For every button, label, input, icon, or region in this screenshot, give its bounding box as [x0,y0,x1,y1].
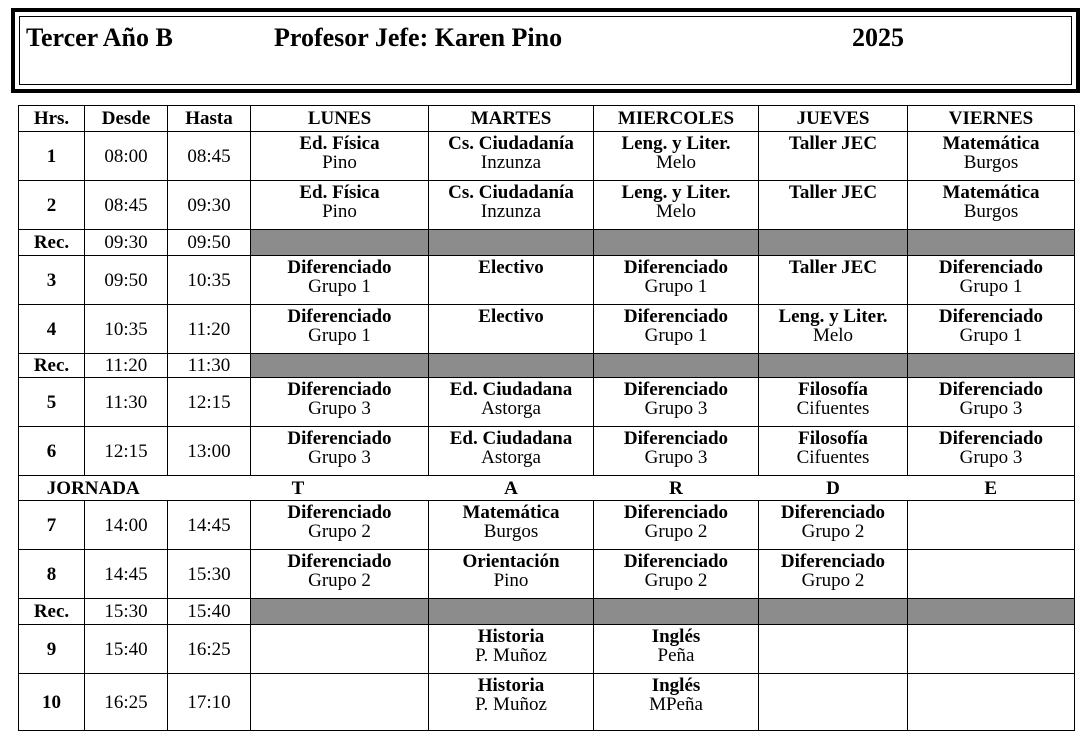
teacher-name: MPeña [649,694,703,715]
start-time: 09:30 [85,230,168,256]
class-cell [594,181,759,230]
hour-number: 1 [19,132,85,181]
class-cell [759,305,908,354]
hour-number: 5 [19,378,85,427]
column-header: Hasta [168,106,251,132]
subject-name: Ed. Ciudadana [449,379,573,400]
class-cell [908,625,1075,674]
subject-name: Diferenciado [623,306,729,327]
start-time: 14:00 [85,501,168,550]
teacher-name: Burgos [963,152,1019,173]
end-time: 09:30 [168,181,251,230]
teacher-name: Grupo 3 [959,447,1023,468]
teacher-name: Inzunza [480,152,542,173]
class-cell [251,132,429,181]
teacher-name: Grupo 1 [308,325,371,346]
end-time: 17:10 [168,674,251,731]
teacher-name: P. Muñoz [475,645,547,666]
end-time: 10:35 [168,256,251,305]
hour-number: Rec. [19,599,85,625]
end-time: 15:40 [168,599,251,625]
teacher-name: Pino [322,152,357,173]
teacher-name: Peña [657,645,695,666]
table-row [19,181,1075,230]
table-row [19,501,1075,550]
subject-name: Taller JEC [788,257,878,278]
teacher-name: Grupo 3 [308,447,371,468]
class-cell [251,550,429,599]
start-time: 09:50 [85,256,168,305]
table-row [19,305,1075,354]
class-cell [429,550,594,599]
hour-number: 7 [19,501,85,550]
subject-name: Diferenciado [623,551,729,572]
teacher-name: Grupo 2 [801,521,865,542]
subject-name: Diferenciado [780,502,886,523]
class-cell [594,625,759,674]
class-cell [594,378,759,427]
teacher-name: Grupo 3 [644,447,708,468]
subject-name: Diferenciado [780,551,886,572]
teacher-name: Grupo 1 [959,276,1023,297]
class-cell [759,132,908,181]
subject-name: Cs. Ciudadanía [448,182,574,203]
recess-cell [759,599,908,625]
teacher-name: Grupo 2 [644,570,708,591]
subject-name: Diferenciado [938,428,1044,449]
teacher-name: Melo [812,325,854,346]
subject-name: Filosofía [798,379,868,400]
start-time: 10:35 [85,305,168,354]
class-cell [759,181,908,230]
teacher-name: Burgos [963,201,1019,222]
table-row [19,625,1075,674]
subject-name: Diferenciado [287,379,392,400]
recess-cell [429,599,594,625]
subject-name: Electivo [478,306,544,327]
subject-name: Electivo [478,257,544,278]
recess-cell [908,354,1075,378]
teacher-name: Grupo 2 [644,521,708,542]
hour-number: 6 [19,427,85,476]
start-time: 15:30 [85,599,168,625]
column-header: MIERCOLES [594,106,759,132]
class-cell [759,550,908,599]
recess-cell [251,230,429,256]
tarde-letter: R [594,476,759,501]
end-time: 11:30 [168,354,251,378]
recess-row [19,354,1075,378]
recess-cell [429,354,594,378]
hour-number: 4 [19,305,85,354]
class-cell [251,501,429,550]
course-title: Tercer Año B [26,23,173,52]
class-cell [429,625,594,674]
column-header: Desde [85,106,168,132]
subject-name: Orientación [462,551,560,572]
table-row [19,427,1075,476]
class-cell [908,305,1075,354]
subject-name: Diferenciado [287,551,392,572]
class-cell [594,674,759,731]
start-time: 08:00 [85,132,168,181]
teacher-name: Cifuentes [796,447,870,468]
header-inner-frame [19,16,1072,85]
column-header: Hrs. [19,106,85,132]
end-time: 09:50 [168,230,251,256]
recess-cell [594,354,759,378]
teacher-name: Inzunza [480,201,542,222]
subject-name: Diferenciado [287,306,392,327]
hour-number: 3 [19,256,85,305]
subject-name: Diferenciado [938,306,1044,327]
teacher-name: P. Muñoz [475,694,547,715]
hour-number: Rec. [19,230,85,256]
class-cell [251,674,429,731]
class-cell [908,378,1075,427]
teacher-name: Melo [655,201,697,222]
header-box [11,8,1080,93]
class-cell [251,427,429,476]
end-time: 13:00 [168,427,251,476]
subject-name: Ed. Física [299,182,380,203]
header-row [19,106,1075,132]
recess-cell [251,354,429,378]
class-cell [759,501,908,550]
hour-number: 2 [19,181,85,230]
class-cell [429,378,594,427]
class-cell [594,550,759,599]
subject-name: Diferenciado [623,428,729,449]
subject-name: Diferenciado [938,257,1044,278]
class-cell [251,305,429,354]
class-cell [429,674,594,731]
teacher-name: Grupo 2 [308,521,371,542]
teacher-name: Grupo 3 [644,398,708,419]
class-cell [908,550,1075,599]
hour-number: Rec. [19,354,85,378]
subject-name: Inglés [651,626,701,647]
class-cell [908,501,1075,550]
school-year: 2025 [852,23,904,52]
start-time: 15:40 [85,625,168,674]
subject-name: Taller JEC [788,182,878,203]
jornada-tarde-row [19,476,1075,501]
subject-name: Diferenciado [287,428,392,449]
column-header: VIERNES [908,106,1075,132]
teacher-name: Astorga [481,398,541,419]
table-row [19,256,1075,305]
jornada-label: JORNADA [19,476,168,501]
class-cell [908,256,1075,305]
class-cell [759,378,908,427]
teacher-name: Grupo 3 [308,398,371,419]
table-row [19,550,1075,599]
class-cell [251,256,429,305]
teacher-name: Melo [655,152,697,173]
recess-cell [759,354,908,378]
start-time: 11:20 [85,354,168,378]
table-row [19,132,1075,181]
subject-name: Filosofía [798,428,868,449]
teacher-name: Grupo 1 [644,276,708,297]
schedule-table [18,105,1075,731]
start-time: 12:15 [85,427,168,476]
class-cell [429,256,594,305]
class-cell [594,427,759,476]
hour-number: 9 [19,625,85,674]
end-time: 14:45 [168,501,251,550]
class-cell [908,427,1075,476]
class-cell [429,427,594,476]
recess-cell [594,599,759,625]
end-time: 12:15 [168,378,251,427]
start-time: 11:30 [85,378,168,427]
recess-cell [594,230,759,256]
teacher-name: Grupo 1 [308,276,371,297]
subject-name: Taller JEC [788,133,878,154]
subject-name: Diferenciado [623,502,729,523]
teacher-name: Grupo 1 [644,325,708,346]
class-cell [594,132,759,181]
subject-name: Matemática [942,182,1040,203]
tarde-letter: T [168,476,429,501]
teacher-name: Pino [322,201,357,222]
hour-number: 10 [19,674,85,731]
class-cell [429,501,594,550]
class-cell [251,181,429,230]
class-cell [759,674,908,731]
subject-name: Historia [477,626,545,647]
end-time: 16:25 [168,625,251,674]
class-cell [594,305,759,354]
teacher-name: Grupo 1 [959,325,1023,346]
head-teacher: Profesor Jefe: Karen Pino [274,23,563,52]
teacher-name: Cifuentes [796,398,870,419]
class-cell [251,378,429,427]
subject-name: Cs. Ciudadanía [448,133,574,154]
tarde-letter: A [429,476,594,501]
tarde-letter: E [908,476,1075,501]
subject-name: Diferenciado [287,257,392,278]
teacher-name: Astorga [481,447,541,468]
subject-name: Leng. y Liter. [621,182,731,203]
class-cell [429,305,594,354]
end-time: 08:45 [168,132,251,181]
subject-name: Leng. y Liter. [621,133,731,154]
subject-name: Ed. Ciudadana [449,428,573,449]
class-cell [759,256,908,305]
start-time: 08:45 [85,181,168,230]
subject-name: Diferenciado [623,257,729,278]
start-time: 14:45 [85,550,168,599]
subject-name: Matemática [462,502,560,523]
subject-name: Matemática [942,133,1040,154]
subject-name: Inglés [651,675,701,696]
tarde-letter: D [759,476,908,501]
subject-name: Diferenciado [623,379,729,400]
table-row [19,674,1075,731]
class-cell [251,625,429,674]
end-time: 15:30 [168,550,251,599]
class-cell [759,625,908,674]
subject-name: Leng. y Liter. [778,306,888,327]
class-cell [429,132,594,181]
teacher-name: Grupo 2 [801,570,865,591]
column-header: LUNES [251,106,429,132]
recess-cell [908,599,1075,625]
recess-cell [429,230,594,256]
teacher-name: Grupo 2 [308,570,371,591]
class-cell [759,427,908,476]
recess-cell [251,599,429,625]
column-header: JUEVES [759,106,908,132]
class-cell [908,181,1075,230]
teacher-name: Grupo 3 [959,398,1023,419]
end-time: 11:20 [168,305,251,354]
class-cell [908,674,1075,731]
class-cell [429,181,594,230]
subject-name: Historia [477,675,545,696]
recess-row [19,599,1075,625]
subject-name: Diferenciado [287,502,392,523]
recess-row [19,230,1075,256]
subject-name: Diferenciado [938,379,1044,400]
recess-cell [908,230,1075,256]
class-cell [594,256,759,305]
recess-cell [759,230,908,256]
hour-number: 8 [19,550,85,599]
teacher-name: Pino [493,570,529,591]
class-cell [594,501,759,550]
subject-name: Ed. Física [299,133,380,154]
column-header: MARTES [429,106,594,132]
table-row [19,378,1075,427]
start-time: 16:25 [85,674,168,731]
teacher-name: Burgos [483,521,539,542]
class-cell [908,132,1075,181]
